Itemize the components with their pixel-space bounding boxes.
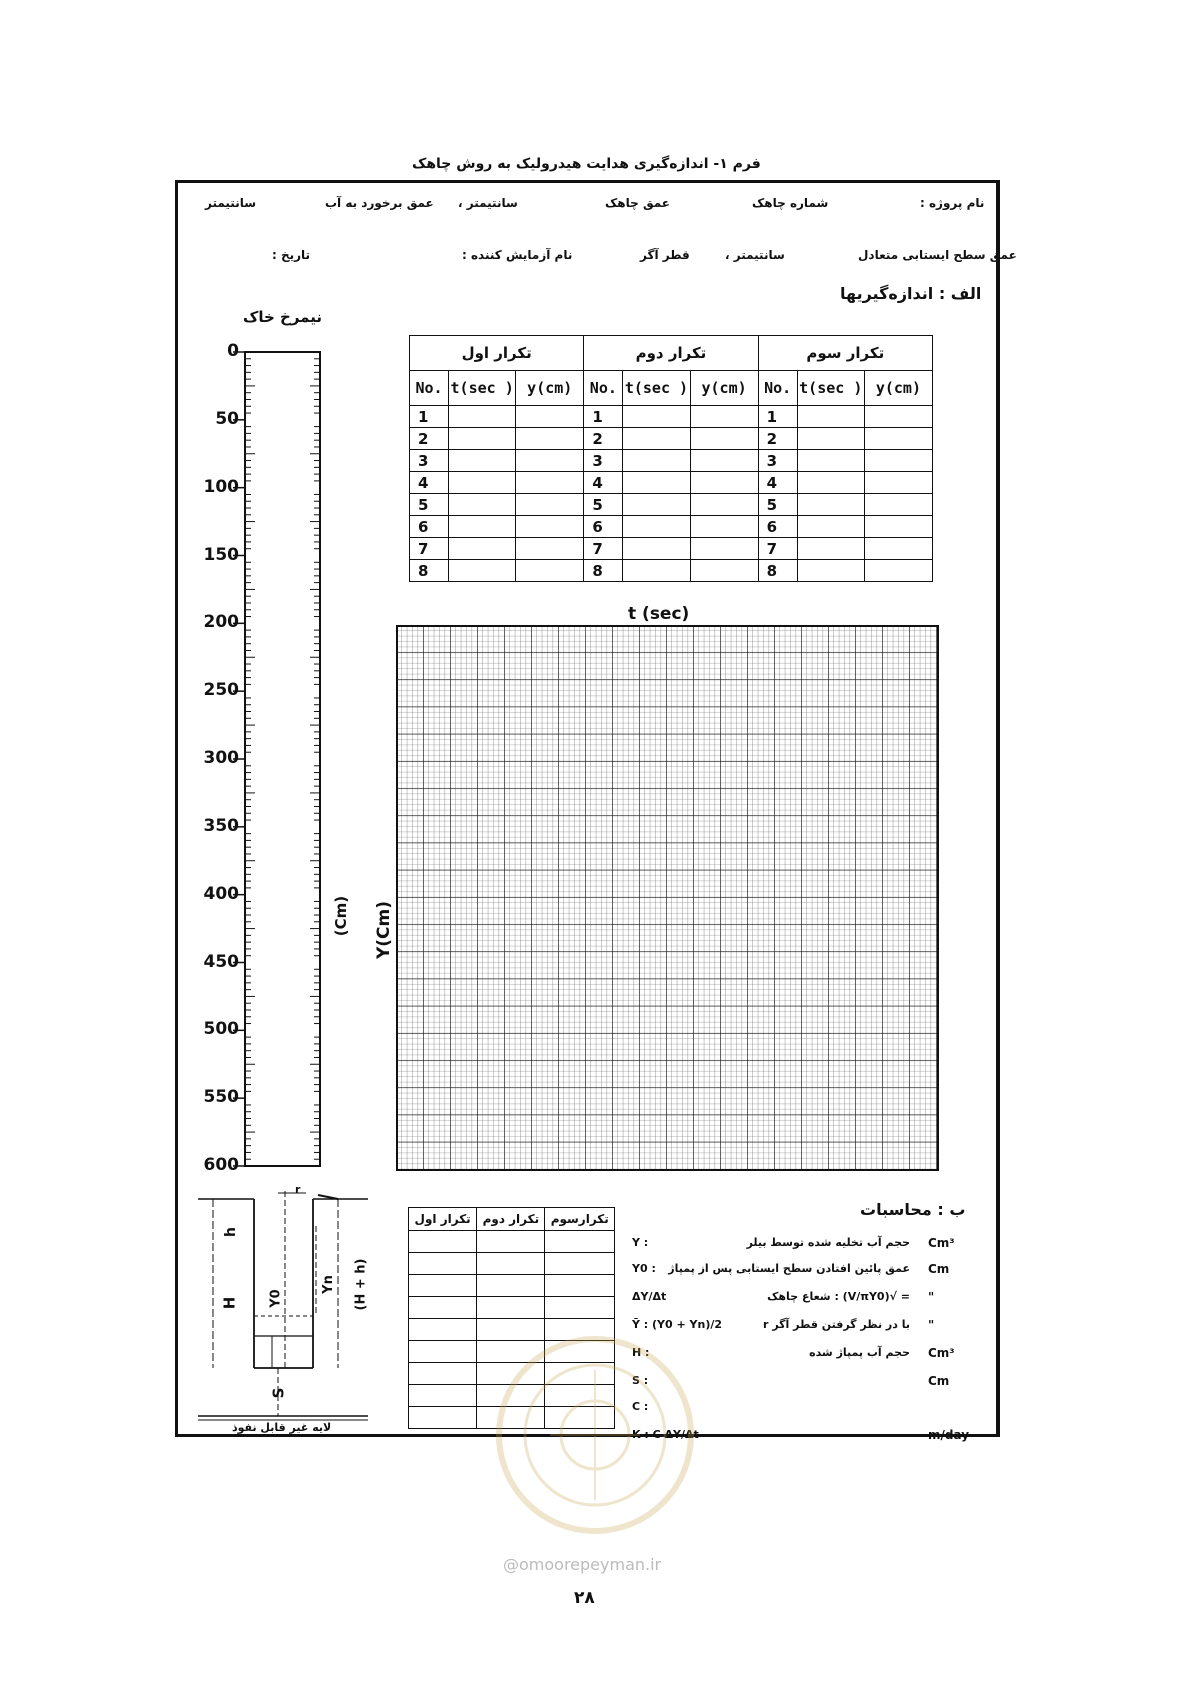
row-number: 1 bbox=[758, 406, 797, 428]
y-cm-cell[interactable] bbox=[864, 538, 932, 560]
graph-grid bbox=[397, 626, 938, 1170]
well-number-label: شماره چاهک bbox=[752, 196, 829, 210]
y-cm-cell[interactable] bbox=[690, 538, 758, 560]
reps-header-1: تکرار اول bbox=[409, 1208, 477, 1231]
soil-profile-tick-350: 350 bbox=[203, 815, 239, 836]
row-number: 3 bbox=[410, 450, 449, 472]
t-sec-cell[interactable] bbox=[449, 472, 516, 494]
equilibrium-depth-label: عمق سطح ایستابی متعادل bbox=[858, 248, 1017, 262]
t-sec-cell[interactable] bbox=[623, 472, 690, 494]
soil-profile-tick-150: 150 bbox=[203, 544, 239, 565]
col-t-1: t(sec ) bbox=[449, 371, 516, 406]
col-t-3: t(sec ) bbox=[797, 371, 864, 406]
y-cm-cell[interactable] bbox=[516, 538, 584, 560]
t-sec-cell[interactable] bbox=[623, 450, 690, 472]
repetition-cell[interactable] bbox=[409, 1253, 477, 1275]
row-number: 6 bbox=[584, 516, 623, 538]
repetition-cell[interactable] bbox=[545, 1231, 615, 1253]
calc-description: با در نظر گرفتن قطر آگر r bbox=[763, 1318, 910, 1331]
soil-profile-tick-300: 300 bbox=[203, 748, 239, 768]
col-no-3: No. bbox=[758, 371, 797, 406]
y-cm-cell[interactable] bbox=[864, 516, 932, 538]
col-y-1: y(cm) bbox=[516, 371, 584, 406]
calc-unit: Cm³ bbox=[928, 1346, 955, 1360]
soil-profile-tick-50: 50 bbox=[215, 408, 239, 429]
row-number: 6 bbox=[410, 516, 449, 538]
repetition-cell[interactable] bbox=[409, 1341, 477, 1363]
soil-profile-unit-wrap bbox=[328, 895, 354, 945]
calc-description: عمق پائین افتادن سطح ایستابی پس از پمپاژ bbox=[668, 1262, 910, 1275]
calc-unit: Cm³ bbox=[928, 1236, 955, 1250]
soil-profile-tick-0: 0 bbox=[227, 341, 239, 361]
t-sec-cell[interactable] bbox=[449, 516, 516, 538]
soil-profile-tick-100: 100 bbox=[203, 476, 239, 497]
calc-description: حجم آب تخلیه شده توسط بیلر bbox=[746, 1236, 910, 1249]
graph-x-label: t (sec) bbox=[628, 604, 690, 624]
t-sec-cell[interactable] bbox=[623, 406, 690, 428]
impermeable-layer-label: لایه غیر قابل نفوذ bbox=[232, 1421, 332, 1434]
soil-profile-tick-450: 450 bbox=[203, 951, 239, 972]
t-sec-cell[interactable] bbox=[623, 428, 690, 450]
row-number: 5 bbox=[584, 494, 623, 516]
t-sec-cell[interactable] bbox=[797, 538, 864, 560]
y-cm-cell[interactable] bbox=[864, 450, 932, 472]
repetition-cell[interactable] bbox=[409, 1319, 477, 1341]
table-row bbox=[410, 406, 933, 428]
repetition-cell[interactable] bbox=[477, 1253, 545, 1275]
form-title: فرم ۱- اندازه‌گیری هدایت هیدرولیک به روش چاهک bbox=[412, 156, 761, 172]
row-number: 7 bbox=[758, 538, 797, 560]
soil-profile-title: نیمرخ خاک bbox=[243, 308, 322, 326]
diagram-label-Y0: Y0 bbox=[268, 1289, 284, 1308]
repetition-cell[interactable] bbox=[545, 1297, 615, 1319]
graph-y-label: Y(Cm) bbox=[374, 900, 394, 960]
calc-unit: " bbox=[928, 1318, 935, 1332]
y-cm-cell[interactable] bbox=[690, 428, 758, 450]
repetitions-header-row bbox=[409, 1208, 615, 1231]
page-number: ۲۸ bbox=[574, 1588, 595, 1608]
repetition-cell[interactable] bbox=[409, 1363, 477, 1385]
y-cm-cell[interactable] bbox=[864, 472, 932, 494]
repetition-cell[interactable] bbox=[409, 1297, 477, 1319]
row-number: 5 bbox=[410, 494, 449, 516]
table-row bbox=[410, 428, 933, 450]
col-y-2: y(cm) bbox=[690, 371, 758, 406]
row-number: 4 bbox=[584, 472, 623, 494]
group-1-header: تکرار اول bbox=[410, 336, 584, 371]
section-a-title: الف : اندازه‌گیریها bbox=[840, 284, 982, 303]
cm-label-1: سانتیمتر ، bbox=[458, 196, 518, 210]
well-depth-label: عمق چاهک bbox=[605, 196, 670, 210]
y-cm-cell[interactable] bbox=[690, 494, 758, 516]
table-row bbox=[410, 494, 933, 516]
repetition-cell[interactable] bbox=[545, 1275, 615, 1297]
y-cm-cell[interactable] bbox=[864, 560, 932, 582]
row-number: 2 bbox=[410, 428, 449, 450]
reps-header-3: تکرارسوم bbox=[545, 1208, 615, 1231]
soil-profile-tick-550: 550 bbox=[203, 1087, 239, 1108]
row-number: 7 bbox=[584, 538, 623, 560]
col-no-1: No. bbox=[410, 371, 449, 406]
t-sec-cell[interactable] bbox=[797, 516, 864, 538]
calc-unit: Cm bbox=[928, 1262, 950, 1276]
t-sec-cell[interactable] bbox=[449, 450, 516, 472]
t-sec-cell[interactable] bbox=[623, 516, 690, 538]
soil-profile-tick-250: 250 bbox=[203, 680, 239, 701]
table-row bbox=[409, 1253, 615, 1275]
y-cm-cell[interactable] bbox=[690, 450, 758, 472]
reps-header-2: تکرار دوم bbox=[477, 1208, 545, 1231]
t-sec-cell[interactable] bbox=[797, 450, 864, 472]
t-sec-cell[interactable] bbox=[797, 428, 864, 450]
t-sec-cell[interactable] bbox=[449, 538, 516, 560]
calc-symbol: Y0 : bbox=[632, 1262, 656, 1275]
table-row bbox=[410, 516, 933, 538]
calc-symbol: H : bbox=[632, 1346, 650, 1359]
y-cm-cell[interactable] bbox=[864, 494, 932, 516]
group-3-header: تکرار سوم bbox=[758, 336, 932, 371]
table-row bbox=[410, 538, 933, 560]
group-2-header: تکرار دوم bbox=[584, 336, 758, 371]
row-number: 2 bbox=[584, 428, 623, 450]
y-cm-cell[interactable] bbox=[690, 406, 758, 428]
soil-profile-tick-600: 600 bbox=[203, 1155, 239, 1175]
y-cm-cell[interactable] bbox=[516, 560, 584, 582]
calc-description: = √(V/πY0) : شعاع چاهک bbox=[767, 1290, 910, 1303]
col-y-3: y(cm) bbox=[864, 371, 932, 406]
table-row bbox=[410, 472, 933, 494]
soil-profile-unit: (Cm) bbox=[332, 895, 350, 937]
calc-symbol: Y : bbox=[632, 1236, 649, 1249]
t-sec-cell[interactable] bbox=[797, 560, 864, 582]
t-sec-cell[interactable] bbox=[623, 538, 690, 560]
watermark-text: @omoorepeyman.ir bbox=[503, 1555, 662, 1574]
row-number: 7 bbox=[410, 538, 449, 560]
y-cm-cell[interactable] bbox=[864, 428, 932, 450]
y-cm-cell[interactable] bbox=[864, 406, 932, 428]
repetition-cell[interactable] bbox=[409, 1385, 477, 1407]
repetition-cell[interactable] bbox=[477, 1297, 545, 1319]
water-contact-depth-label: عمق برخورد به آب bbox=[325, 196, 434, 210]
row-number: 6 bbox=[758, 516, 797, 538]
t-sec-cell[interactable] bbox=[449, 406, 516, 428]
soil-profile-tick-500: 500 bbox=[203, 1019, 239, 1040]
t-sec-cell[interactable] bbox=[623, 494, 690, 516]
project-name-label: نام پروژه : bbox=[920, 196, 985, 210]
t-sec-cell[interactable] bbox=[449, 428, 516, 450]
calc-description: حجم آب پمپاژ شده bbox=[809, 1346, 910, 1359]
y-cm-cell[interactable] bbox=[690, 516, 758, 538]
row-number: 1 bbox=[410, 406, 449, 428]
row-number: 3 bbox=[758, 450, 797, 472]
repetition-cell[interactable] bbox=[477, 1231, 545, 1253]
soil-profile-tick-400: 400 bbox=[203, 883, 239, 904]
row-number: 2 bbox=[758, 428, 797, 450]
y-cm-cell[interactable] bbox=[516, 428, 584, 450]
repetition-cell[interactable] bbox=[477, 1275, 545, 1297]
table-row bbox=[410, 450, 933, 472]
date-label: تاریخ : bbox=[272, 248, 311, 262]
graph-paper bbox=[396, 625, 941, 1178]
y-cm-cell[interactable] bbox=[516, 516, 584, 538]
y-cm-cell[interactable] bbox=[690, 472, 758, 494]
y-cm-cell[interactable] bbox=[516, 450, 584, 472]
t-sec-cell[interactable] bbox=[797, 472, 864, 494]
t-sec-cell[interactable] bbox=[449, 560, 516, 582]
t-sec-cell[interactable] bbox=[449, 494, 516, 516]
row-number: 5 bbox=[758, 494, 797, 516]
diagram-label-H: H bbox=[220, 1296, 239, 1310]
table-row bbox=[409, 1297, 615, 1319]
t-sec-cell[interactable] bbox=[797, 494, 864, 516]
calc-unit: m/day bbox=[928, 1428, 970, 1442]
repetition-cell[interactable] bbox=[409, 1231, 477, 1253]
soil-profile-tick-200: 200 bbox=[203, 612, 239, 633]
auger-diameter-label: قطر آگر bbox=[640, 248, 690, 262]
y-cm-cell[interactable] bbox=[516, 406, 584, 428]
row-number: 8 bbox=[410, 560, 449, 582]
diagram-label-r: r bbox=[295, 1183, 301, 1196]
row-number: 4 bbox=[410, 472, 449, 494]
repetition-cell[interactable] bbox=[409, 1275, 477, 1297]
calc-symbol: Ȳ : (Y0 + Yn)/2 bbox=[632, 1318, 723, 1331]
calc-unit: Cm bbox=[928, 1374, 950, 1388]
row-number: 1 bbox=[584, 406, 623, 428]
row-number: 8 bbox=[584, 560, 623, 582]
calc-symbol: ΔY/Δt bbox=[632, 1290, 667, 1303]
diagram-label-Hh: (H + h) bbox=[353, 1258, 369, 1311]
y-cm-cell[interactable] bbox=[516, 494, 584, 516]
row-number: 8 bbox=[758, 560, 797, 582]
measurement-group-row bbox=[410, 336, 933, 371]
calc-symbol: S : bbox=[632, 1374, 649, 1387]
t-sec-cell[interactable] bbox=[623, 560, 690, 582]
table-row bbox=[410, 560, 933, 582]
diagram-label-Yn: Yn bbox=[320, 1275, 336, 1294]
tester-name-label: نام آزمایش کننده : bbox=[462, 248, 573, 262]
diagram-label-S: S bbox=[269, 1387, 288, 1399]
col-no-2: No. bbox=[584, 371, 623, 406]
row-number: 4 bbox=[758, 472, 797, 494]
t-sec-cell[interactable] bbox=[797, 406, 864, 428]
y-cm-cell[interactable] bbox=[690, 560, 758, 582]
cm-label-3: سانتیمتر ، bbox=[725, 248, 785, 262]
seal-watermark bbox=[490, 1330, 700, 1540]
measurement-table bbox=[409, 335, 933, 582]
diagram-label-h: h bbox=[222, 1227, 239, 1237]
calc-symbol: C : bbox=[632, 1400, 649, 1413]
section-b-title: ب : محاسبات bbox=[860, 1200, 966, 1219]
calc-unit: " bbox=[928, 1290, 935, 1304]
repetition-cell[interactable] bbox=[409, 1407, 477, 1429]
table-row bbox=[409, 1231, 615, 1253]
repetition-cell[interactable] bbox=[545, 1253, 615, 1275]
col-t-2: t(sec ) bbox=[623, 371, 690, 406]
measurement-column-row bbox=[410, 371, 933, 406]
y-cm-cell[interactable] bbox=[516, 472, 584, 494]
calc-symbol: K : C ΔY/Δt bbox=[632, 1428, 699, 1441]
cm-label-2: سانتیمتر bbox=[205, 196, 257, 210]
table-row bbox=[409, 1275, 615, 1297]
row-number: 3 bbox=[584, 450, 623, 472]
